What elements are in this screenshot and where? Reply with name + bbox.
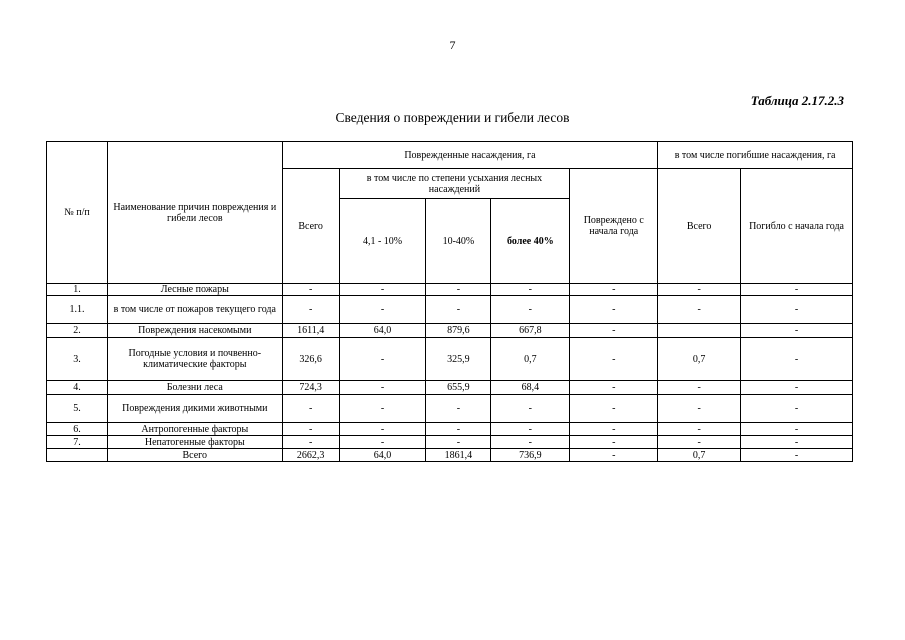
row-degree-2: 879,6: [426, 324, 491, 338]
row-num: 3.: [47, 338, 108, 381]
row-damaged-since: -: [570, 338, 658, 381]
row-dead-total: 0,7: [658, 449, 741, 462]
row-degree-1: 64,0: [339, 324, 426, 338]
row-name: Повреждения насекомыми: [107, 324, 282, 338]
row-degree-2: 1861,4: [426, 449, 491, 462]
row-dead-since: -: [741, 436, 853, 449]
header-num: № п/п: [47, 142, 108, 284]
row-dead-since: -: [741, 338, 853, 381]
row-total: -: [282, 423, 339, 436]
row-degree-2: -: [426, 423, 491, 436]
row-total: -: [282, 395, 339, 423]
row-num: [47, 449, 108, 462]
row-dead-total: 0,7: [658, 338, 741, 381]
row-name: в том числе от пожаров текущего года: [107, 296, 282, 324]
row-degree-3: -: [491, 423, 570, 436]
document-title: Сведения о повреждении и гибели лесов: [335, 110, 570, 125]
row-dead-total: -: [658, 296, 741, 324]
row-dead-total: -: [658, 423, 741, 436]
row-degree-1: -: [339, 423, 426, 436]
row-total: -: [282, 284, 339, 296]
header-degree-3: более 40%: [491, 199, 570, 284]
header-degree-2: 10-40%: [426, 199, 491, 284]
row-total: 1611,4: [282, 324, 339, 338]
header-name: Наименование причин повреждения и гибели лесов: [107, 142, 282, 284]
table-row: [47, 324, 853, 338]
row-num: 7.: [47, 436, 108, 449]
row-damaged-since: -: [570, 296, 658, 324]
row-degree-2: -: [426, 296, 491, 324]
row-damaged-since: -: [570, 449, 658, 462]
table-row: [47, 296, 853, 324]
header-dead-total: Всего: [658, 169, 741, 284]
header-drying-group: в том числе по степени усыхания лесных насаждений: [339, 169, 570, 199]
row-degree-1: -: [339, 296, 426, 324]
row-degree-1: -: [339, 436, 426, 449]
row-degree-3: 68,4: [491, 381, 570, 395]
row-name: Повреждения дикими животными: [107, 395, 282, 423]
table-row: [47, 338, 853, 381]
row-degree-3: -: [491, 436, 570, 449]
header-damaged-since: Повреждено с начала года: [570, 169, 658, 284]
table-row: [47, 395, 853, 423]
row-name: Всего: [107, 449, 282, 462]
row-damaged-since: -: [570, 436, 658, 449]
row-degree-2: -: [426, 436, 491, 449]
row-dead-total: -: [658, 381, 741, 395]
row-degree-3: -: [491, 296, 570, 324]
row-dead-since: -: [741, 296, 853, 324]
row-dead-since: -: [741, 395, 853, 423]
row-total: -: [282, 436, 339, 449]
damage-table: [46, 141, 853, 462]
header-damaged-group: Поврежденные насаждения, га: [282, 142, 658, 169]
table-row: [47, 449, 853, 462]
row-dead-total: -: [658, 395, 741, 423]
row-degree-1: 64,0: [339, 449, 426, 462]
header-total: Всего: [282, 169, 339, 284]
header-dead-group: в том числе погибшие насаждения, га: [658, 142, 853, 169]
row-num: 4.: [47, 381, 108, 395]
row-degree-1: -: [339, 395, 426, 423]
row-total: 2662,3: [282, 449, 339, 462]
table-row: [47, 436, 853, 449]
row-dead-since: -: [741, 381, 853, 395]
row-damaged-since: -: [570, 395, 658, 423]
row-num: 6.: [47, 423, 108, 436]
table-row: [47, 423, 853, 436]
row-degree-1: -: [339, 284, 426, 296]
row-dead-since: -: [741, 423, 853, 436]
row-degree-3: -: [491, 395, 570, 423]
row-total: 326,6: [282, 338, 339, 381]
row-damaged-since: -: [570, 284, 658, 296]
row-dead-total: -: [658, 284, 741, 296]
row-degree-2: -: [426, 284, 491, 296]
header-degree-1: 4,1 - 10%: [339, 199, 426, 284]
row-dead-total: [658, 324, 741, 338]
row-degree-2: -: [426, 395, 491, 423]
row-dead-total: -: [658, 436, 741, 449]
row-name: Лесные пожары: [107, 284, 282, 296]
table-label: Таблица 2.17.2.3: [750, 93, 844, 108]
row-num: 1.: [47, 284, 108, 296]
row-num: 5.: [47, 395, 108, 423]
row-name: Непатогенные факторы: [107, 436, 282, 449]
row-name: Погодные условия и почвенно-климатические факторы: [107, 338, 282, 381]
table-row: [47, 381, 853, 395]
row-degree-2: 655,9: [426, 381, 491, 395]
row-degree-3: 736,9: [491, 449, 570, 462]
row-degree-2: 325,9: [426, 338, 491, 381]
row-total: -: [282, 296, 339, 324]
row-damaged-since: -: [570, 381, 658, 395]
row-degree-1: -: [339, 381, 426, 395]
row-dead-since: -: [741, 324, 853, 338]
row-degree-3: -: [491, 284, 570, 296]
row-total: 724,3: [282, 381, 339, 395]
row-name: Болезни леса: [107, 381, 282, 395]
row-num: 1.1.: [47, 296, 108, 324]
row-name: Антропогенные факторы: [107, 423, 282, 436]
row-dead-since: -: [741, 449, 853, 462]
row-num: 2.: [47, 324, 108, 338]
header-row-1: [47, 142, 853, 169]
row-degree-1: -: [339, 338, 426, 381]
row-degree-3: 667,8: [491, 324, 570, 338]
row-degree-3: 0,7: [491, 338, 570, 381]
page-number: 7: [449, 38, 456, 52]
table-row: [47, 284, 853, 296]
row-damaged-since: -: [570, 324, 658, 338]
row-damaged-since: -: [570, 423, 658, 436]
header-dead-since: Погибло с начала года: [741, 169, 853, 284]
row-dead-since: -: [741, 284, 853, 296]
